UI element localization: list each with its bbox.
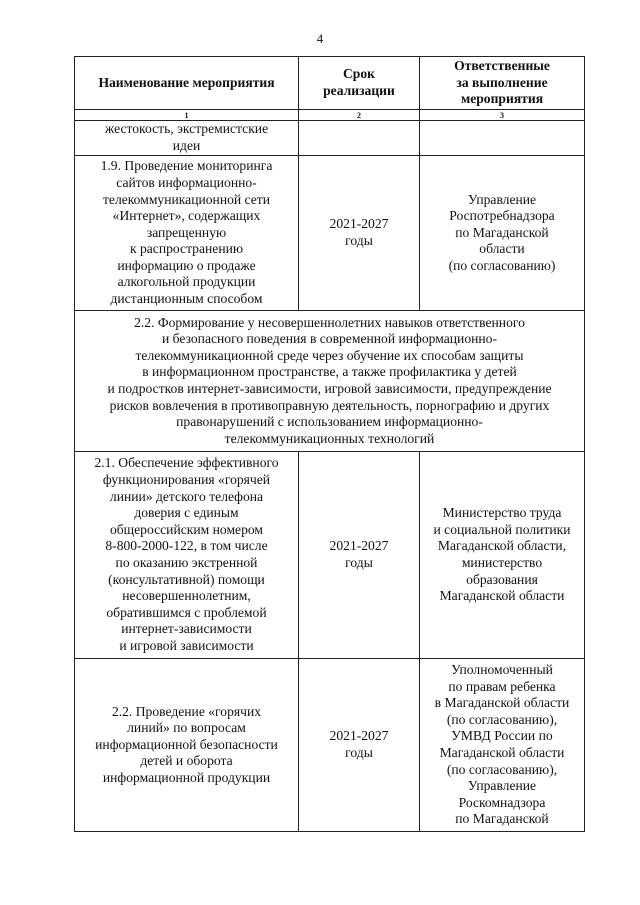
row-name-cell: 2.1. Обеспечение эффективного функционирования «горячей линии» детского телефона доверия с единым общероссийским номером 8-800-2000-122, в том числе по оказанию экстренной (консультативной) помощи несовершеннолетним, обратившимся с проблемой интернет-зависимости и игровой зависимости [75,452,299,659]
table-row [75,156,585,311]
page-number: 4 [316,31,324,46]
header-name: Наименование мероприятия [75,57,299,110]
measures-table [74,56,585,832]
row-name-cell: жестокость, экстремистские идеи [75,121,299,156]
column-number-row [75,110,585,121]
table-row [75,659,585,832]
column-number-1: 1 [75,110,299,121]
row-responsible-cell [420,121,585,156]
row-responsible-cell: Министерство труда и социальной политики Магаданской области, министерство образования Магаданской области [420,452,585,659]
table-row [75,452,585,659]
header-responsible: Ответственные за выполнение мероприятия [420,57,585,110]
table-row [75,121,585,156]
row-name-cell: 1.9. Проведение мониторинга сайтов информационно- телекоммуникационной сети «Интернет», содержащих запрещенную к распространению информацию о продаже алкогольной продукции дистанционным способом [75,156,299,311]
section-heading-row [75,311,585,452]
column-number-2: 2 [299,110,420,121]
row-responsible-cell: Управление Роспотребнадзора по Магаданской области (по согласованию) [420,156,585,311]
row-responsible-cell: Уполномоченный по правам ребенка в Магаданской области (по согласованию), УМВД России по Магаданской области (по согласованию), Управление Роскомнадзора по Магаданской [420,659,585,832]
row-term-cell [299,121,420,156]
table-header-row [75,57,585,110]
section-heading: 2.2. Формирование у несовершеннолетних навыков ответственного и безопасного поведения в современной информационно- телекоммуникационной среде через обучение их способам защиты в информационном пространстве, а также профилактика у детей и подростков интернет-зависимости, игровой зависимости, предупреждение рисков вовлечения в противоправную деятельность, порнографию и других правонарушений с использованием информационно- телекоммуникационных технологий [75,311,585,452]
column-number-3: 3 [420,110,585,121]
header-term: Срок реализации [299,57,420,110]
row-term-cell: 2021-2027 годы [299,452,420,659]
row-name-cell: 2.2. Проведение «горячих линий» по вопросам информационной безопасности детей и оборота информационной продукции [75,659,299,832]
row-term-cell: 2021-2027 годы [299,156,420,311]
row-term-cell: 2021-2027 годы [299,659,420,832]
